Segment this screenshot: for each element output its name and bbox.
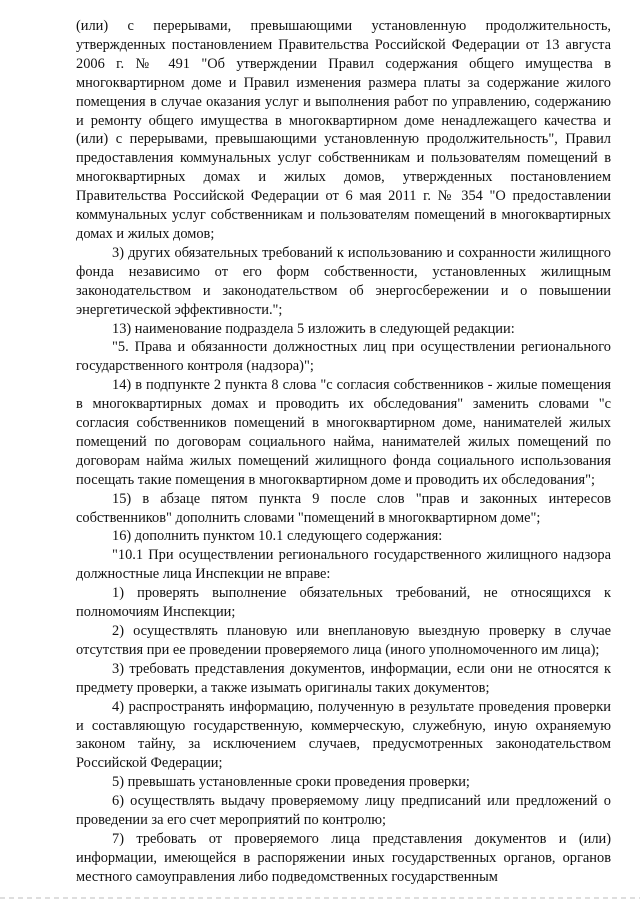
paragraph: 16) дополнить пунктом 10.1 следующего содержания: [112,528,443,545]
scan-edge-artifact [0,897,640,899]
paragraph: 5) превышать установленные сроки проведения проверки; [112,774,470,791]
paragraph: 1) проверять выполнение обязательных требований, не относящихся к полномочиям Инспекции; [76,585,611,621]
paragraph: 4) распространять информацию, полученную в результате проведения проверки и составляющую государственную, коммерческую, служебную, иную охраняемую законом тайну, за исключением случаев, предусмотренных законодательством Российской Федерации; [76,698,611,772]
paragraph: 15) в абзаце пятом пункта 9 после слов "прав и законных интересов собственников" дополнить словами "помещений в многоквартирном доме"; [76,490,611,526]
paragraph: "10.1 При осуществлении регионального государственного жилищного надзора должностные лица Инспекции не вправе: [76,547,611,583]
paragraph: 3) требовать представления документов, информации, если они не относятся к предмету проверки, а также изымать оригиналы таких документов; [76,660,611,696]
paragraph: 3) других обязательных требований к использованию и сохранности жилищного фонда независимо от его форм собственности, установленных жилищным законодательством и законодательством об энергосбережении и о повышении энергетической эффективности."; [76,244,611,318]
paragraph: 13) наименование подраздела 5 изложить в следующей редакции: [112,320,515,337]
paragraph: 2) осуществлять плановую или внеплановую выездную проверку в случае отсутствия при ее проведении проверяемого лица (иного уполномоченного им лица); [76,623,611,658]
document-body [76,17,611,887]
paragraph: 14) в подпункте 2 пункта 8 слова "с согласия собственников - жилые помещения в многоквартирных домах и проводить их обследования" заменить словами "с согласия собственников помещений в многоквартирном доме, нанимателей жилых помещений по договорам социального найма, нанимателей жилых помещений по договорам найма жилых помещений жилищного фонда социального использования посещать такие помещения в многоквартирном доме и проводить их обследования"; [76,377,611,488]
paragraph: 7) требовать от проверяемого лица представления документов и (или) информации, имеющейся в распоряжении иных государственных органов, органов местного самоуправления либо подведомственных государственным [76,830,611,885]
paragraph: (или) с перерывами, превышающими установленную продолжительность, утвержденных постановлением Правительства Российской Федерации от 13 августа 2006 г. № 491 "Об утверждении Правил содержания общего имущества в многоквартирном доме и Правил изменения размера платы за содержание жилого помещения в случае оказания услуг и выполнения работ по управлению, содержанию и ремонту общего имущества в многоквартирном доме ненадлежащего качества и (или) с перерывами, превышающими установленную продолжительность", Правил предоставления коммунальных услуг собственникам и пользователям помещений в многоквартирных домах и жилых домов, утвержденных постановлением Правительства Российской Федерации от 6 мая 2011 г. № 354 "О предоставлении коммунальных услуг собственникам и пользователям помещений в многоквартирных домах и жилых домов; [76,18,611,242]
paragraph: 6) осуществлять выдачу проверяемому лицу предписаний или предложений о проведении за его счет мероприятий по контролю; [76,793,611,829]
paragraph: "5. Права и обязанности должностных лиц при осуществлении регионального государственного контроля (надзора)"; [76,339,611,375]
